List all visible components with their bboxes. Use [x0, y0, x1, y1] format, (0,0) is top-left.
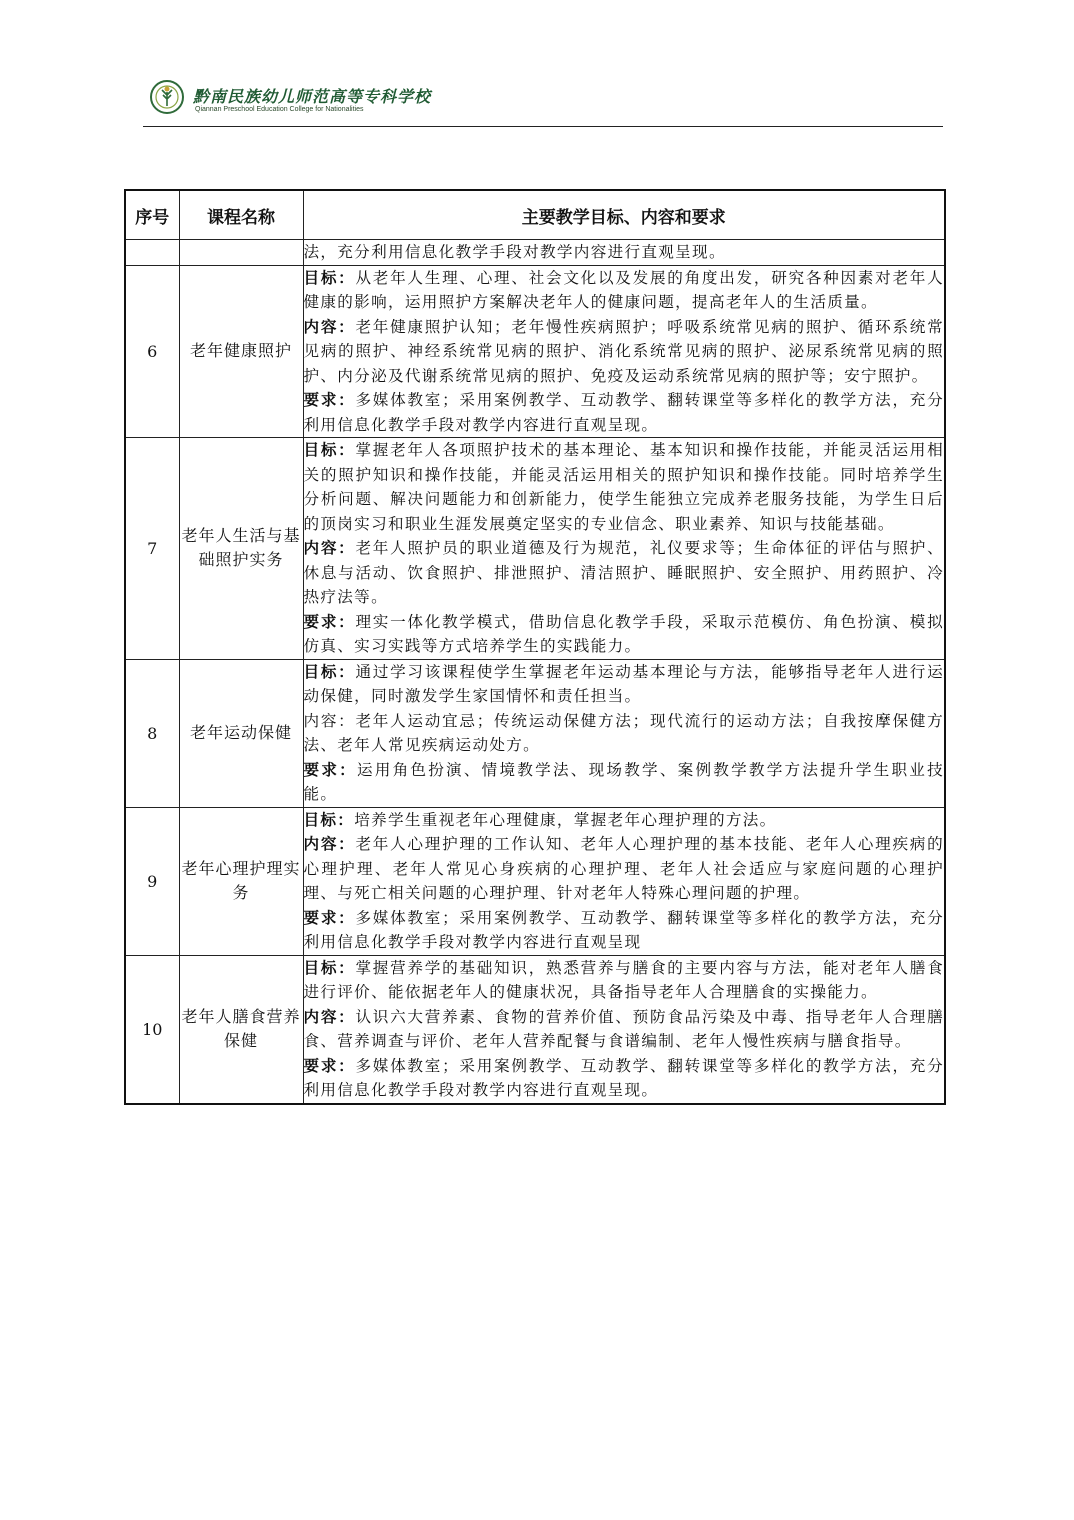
course-number: 7	[125, 438, 179, 660]
column-header-name: 课程名称	[179, 190, 303, 240]
course-number: 6	[125, 265, 179, 438]
content-paragraph	[304, 709, 945, 758]
goal-label: 目标：	[303, 810, 355, 829]
requirement-label: 要求：	[303, 908, 356, 927]
content-text: 老年人运动宜忌；传统运动保健方法；现代流行的运动方法；自我按摩保健方法、老年人常见疾病运动处方。	[303, 711, 944, 754]
goal-paragraph	[304, 956, 945, 1005]
course-number: 8	[125, 659, 179, 807]
goal-label: 目标：	[303, 268, 356, 287]
column-header-no: 序号	[125, 190, 179, 240]
content-paragraph	[304, 536, 945, 610]
course-description	[303, 955, 945, 1104]
table-row	[125, 807, 945, 955]
content-paragraph	[304, 1005, 945, 1054]
content-label: 内容：	[303, 1007, 356, 1026]
requirement-text: 运用角色扮演、情境教学法、现场教学、案例教学教学方法提升学生职业技能。	[303, 760, 944, 803]
course-number: 10	[125, 955, 179, 1104]
goal-text: 掌握老年人各项照护技术的基本理论、基本知识和操作技能，并能灵活运用相关的照护知识和操作技能，并能灵活运用相关的照护知识和操作技能。同时培养学生分析问题、解决问题能力和创新能力，使学生能独立完成养老服务技能，为学生日后的顶岗实习和职业生涯发展奠定坚实的专业信念、职业素养、知识与技能基础。	[303, 441, 944, 533]
table-header-row	[125, 190, 945, 240]
requirement-label: 要求：	[303, 391, 356, 409]
content-label: 内容：	[303, 539, 356, 557]
table-cell	[125, 240, 179, 266]
table-cell	[179, 240, 303, 266]
course-description	[303, 807, 945, 955]
table-row	[125, 659, 945, 807]
requirement-text: 多媒体教室；采用案例教学、互动教学、翻转课堂等多样化的教学方法，充分利用信息化教学手段对教学内容进行直观呈现	[303, 908, 944, 951]
requirement-paragraph	[304, 758, 945, 807]
course-name: 老年心理护理实务	[179, 807, 303, 955]
table-row	[125, 438, 945, 660]
goal-label: 目标：	[303, 958, 356, 977]
school-logo-icon	[149, 77, 185, 117]
table-row	[125, 955, 945, 1104]
content-label: 内容：	[303, 711, 356, 730]
course-description	[303, 438, 945, 660]
header-divider	[143, 126, 943, 127]
table-row	[125, 265, 945, 438]
requirement-label: 要求：	[303, 1056, 356, 1075]
goal-paragraph	[304, 266, 945, 315]
content-text: 老年人心理护理的工作认知、老年人心理护理的基本技能、老年人心理疾病的心理护理、老年人常见心身疾病的心理护理、老年人社会适应与家庭问题的心理护理、与死亡相关问题的心理护理、针对老年人特殊心理问题的护理。	[303, 835, 944, 902]
requirement-label: 要求：	[303, 612, 356, 631]
requirement-paragraph	[304, 906, 945, 955]
page-header	[143, 74, 943, 128]
requirement-paragraph	[304, 610, 945, 659]
goal-paragraph	[304, 808, 945, 833]
requirement-label: 要求：	[303, 760, 357, 779]
school-name-cn: 黔南民族幼儿师范高等专科学校	[193, 87, 432, 106]
requirement-text: 理实一体化教学模式，借助信息化教学手段，采取示范模仿、角色扮演、模拟仿真、实习实践等方式培养学生的实践能力。	[303, 612, 944, 655]
course-name: 老年健康照护	[179, 265, 303, 438]
course-name: 老年人膳食营养保健	[179, 955, 303, 1104]
content-text: 老年健康照护认知；老年慢性疾病照护；呼吸系统常见病的照护、循环系统常见病的照护、神经系统常见病的照护、消化系统常见病的照护、泌尿系统常见病的照护、内分泌及代谢系统常见病的照护、免疫及运动系统常见病的照护等；安宁照护。	[303, 317, 944, 385]
continuation-text: 法，充分利用信息化教学手段对教学内容进行直观呈现。	[303, 240, 945, 266]
course-description	[303, 265, 945, 438]
content-text: 认识六大营养素、食物的营养价值、预防食品污染及中毒、指导老年人合理膳食、营养调查与评价、老年人营养配餐与食谱编制、老年人慢性疾病与膳食指导。	[303, 1007, 944, 1050]
content-label: 内容：	[303, 835, 356, 853]
goal-text: 通过学习该课程使学生掌握老年运动基本理论与方法，能够指导老年人进行运动保健，同时激发学生家国情怀和责任担当。	[303, 662, 944, 705]
goal-label: 目标：	[303, 662, 356, 681]
content-paragraph	[304, 832, 945, 906]
goal-paragraph	[304, 660, 945, 709]
course-description	[303, 659, 945, 807]
column-header-content: 主要教学目标、内容和要求	[303, 190, 945, 240]
requirement-paragraph	[304, 1054, 945, 1103]
content-label: 内容：	[303, 317, 356, 336]
requirement-text: 多媒体教室；采用案例教学、互动教学、翻转课堂等多样化的教学方法，充分利用信息化教学手段对教学内容进行直观呈现。	[303, 391, 944, 434]
content-text: 老年人照护员的职业道德及行为规范，礼仪要求等；生命体征的评估与照护、休息与活动、饮食照护、排泄照护、清洁照护、睡眠照护、安全照护、用药照护、冷热疗法等。	[303, 539, 944, 606]
goal-text: 从老年人生理、心理、社会文化以及发展的角度出发，研究各种因素对老年人健康的影响，运用照护方案解决老年人的健康问题，提高老年人的生活质量。	[303, 268, 944, 311]
goal-text: 培养学生重视老年心理健康，掌握老年心理护理的方法。	[354, 810, 777, 829]
school-name-en: Qiannan Preschool Education College for Nationalities	[195, 106, 364, 113]
continuation-row	[125, 240, 945, 266]
course-name: 老年人生活与基础照护实务	[179, 438, 303, 660]
requirement-paragraph	[304, 388, 945, 437]
goal-paragraph	[304, 438, 945, 536]
course-table	[124, 189, 946, 1105]
goal-text: 掌握营养学的基础知识，熟悉营养与膳食的主要内容与方法，能对老年人膳食进行评价、能依据老年人的健康状况，具备指导老年人合理膳食的实操能力。	[303, 958, 944, 1001]
content-paragraph	[304, 315, 945, 389]
course-number: 9	[125, 807, 179, 955]
goal-label: 目标：	[303, 441, 356, 459]
course-name: 老年运动保健	[179, 659, 303, 807]
requirement-text: 多媒体教室；采用案例教学、互动教学、翻转课堂等多样化的教学方法，充分利用信息化教学手段对教学内容进行直观呈现。	[303, 1056, 944, 1099]
